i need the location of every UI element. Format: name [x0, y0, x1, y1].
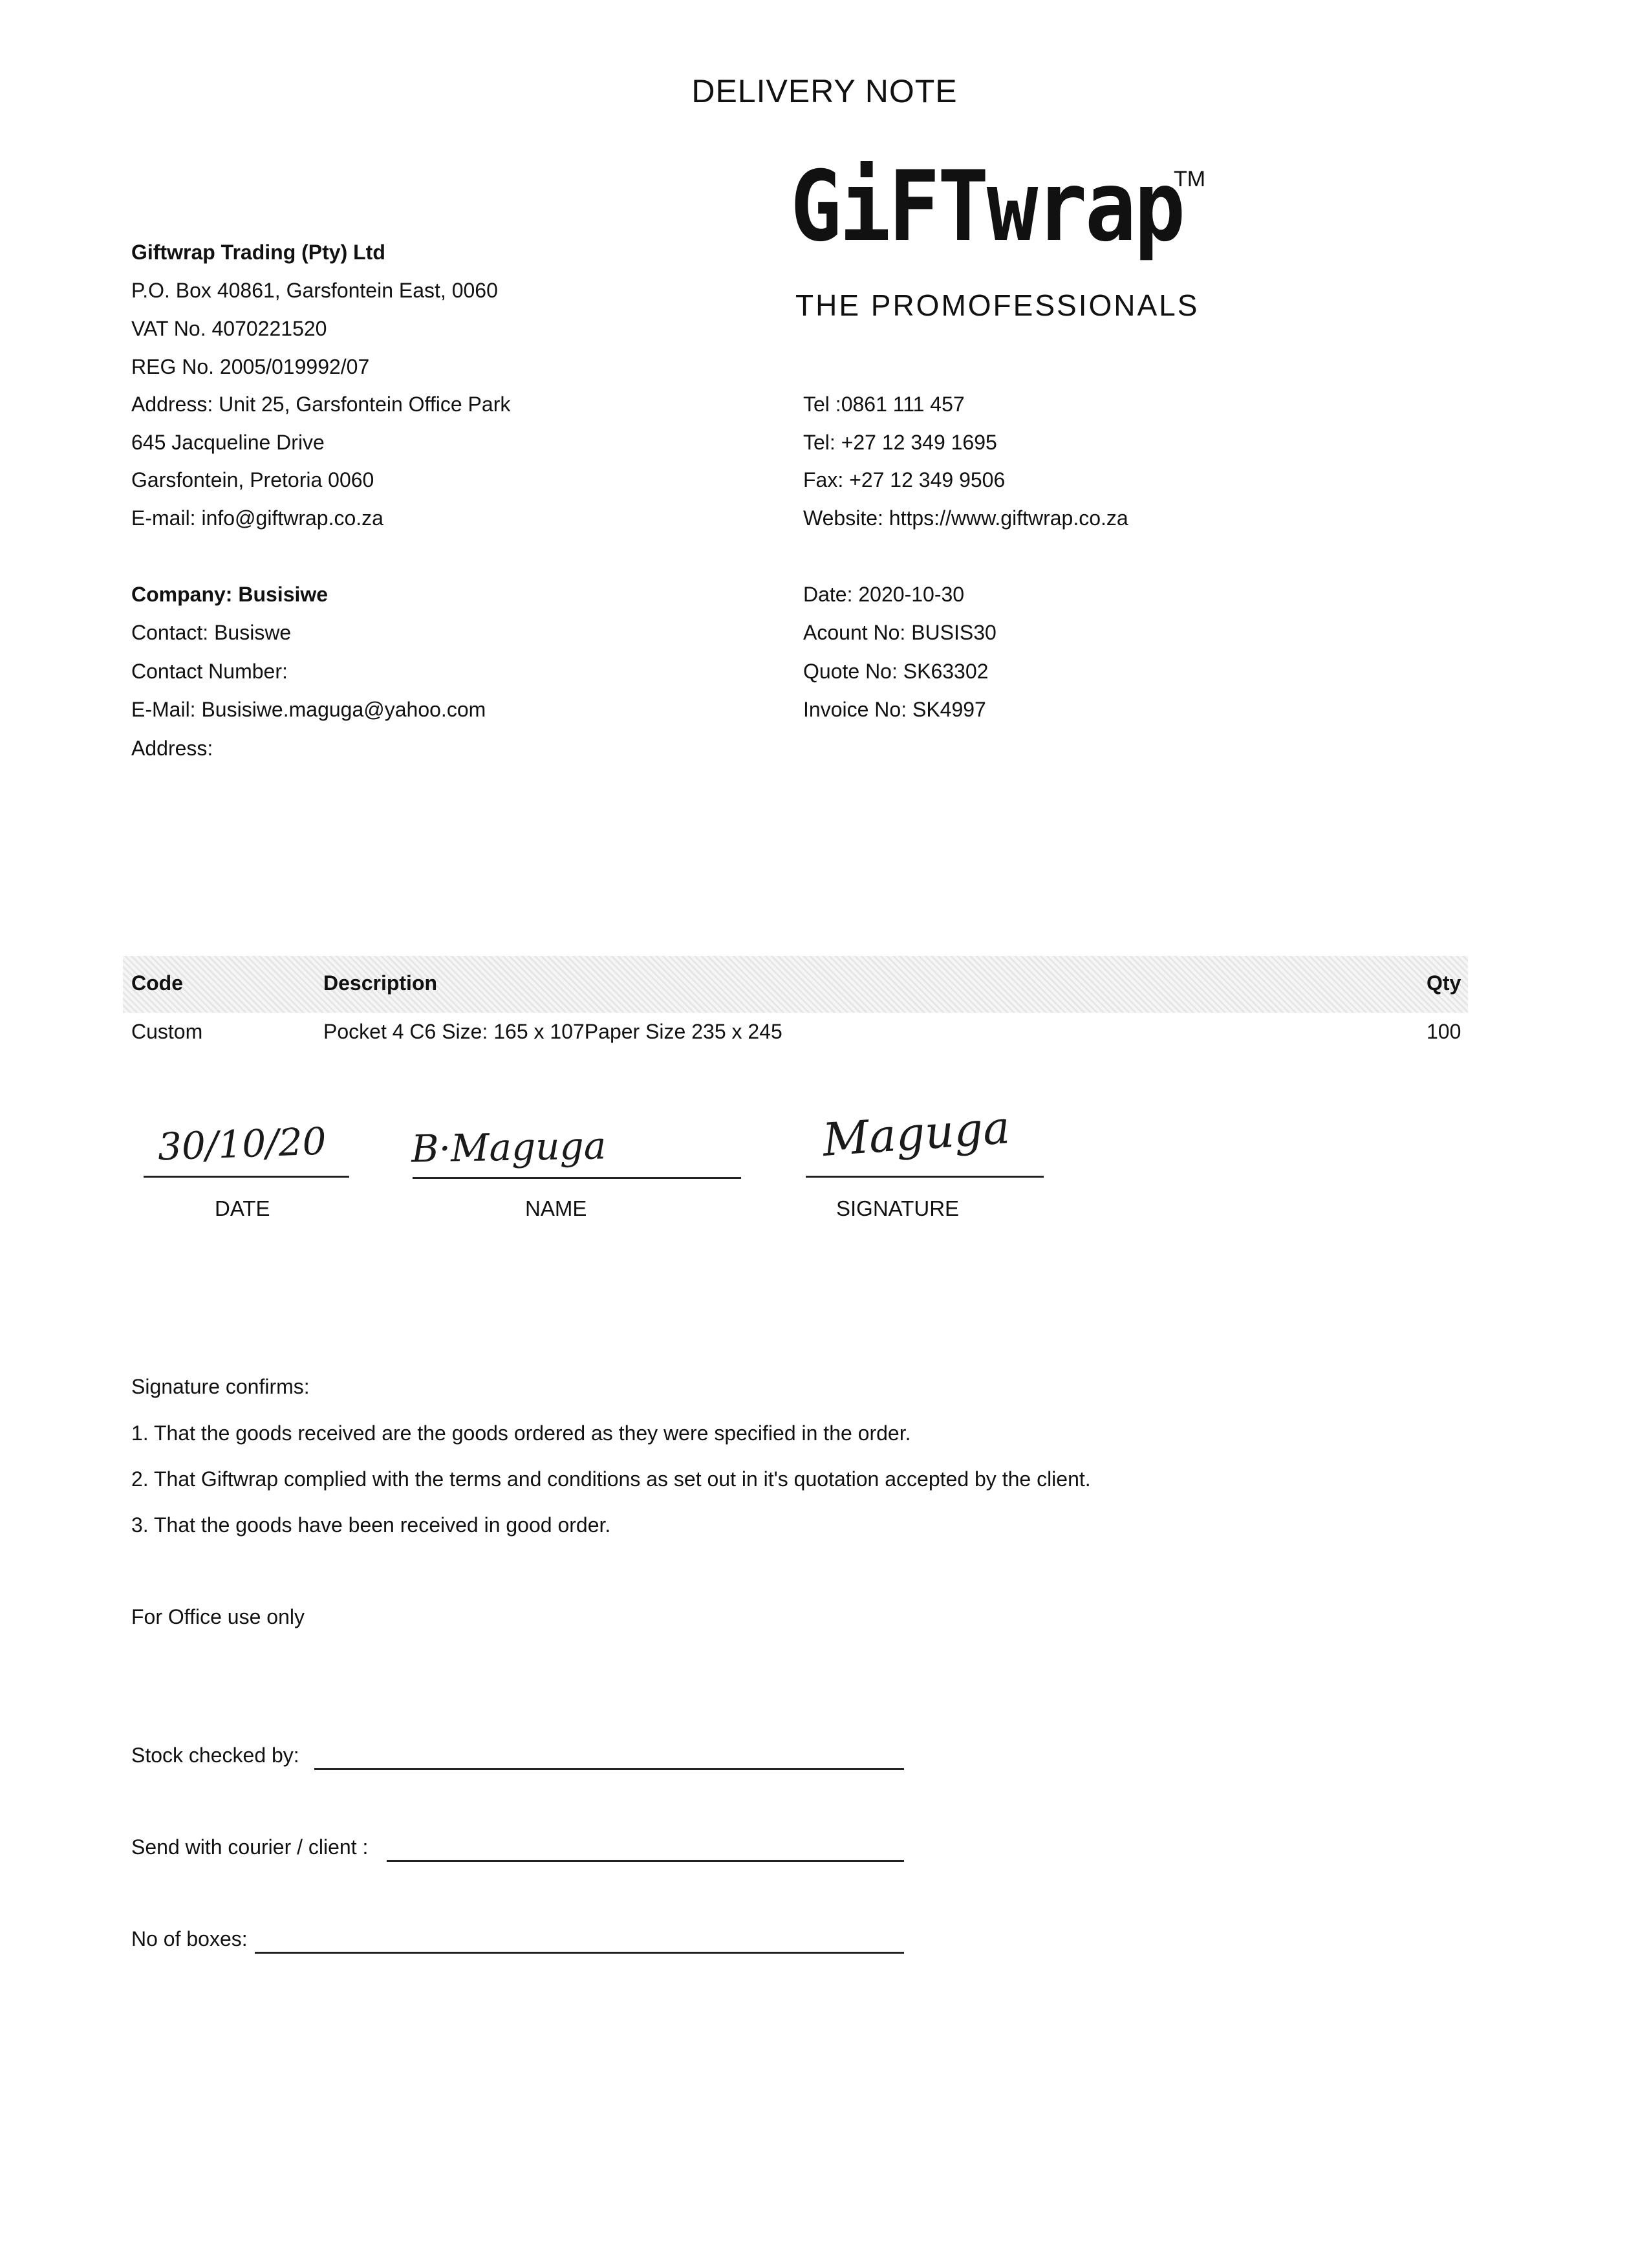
- name-line: [413, 1177, 741, 1179]
- logo-wordmark: GiFTwrap: [790, 151, 1183, 263]
- customer-email: E-Mail: Busisiwe.maguga@yahoo.com: [131, 698, 486, 721]
- contact-fax: Fax: +27 12 349 9506: [803, 468, 1006, 491]
- company-name: Giftwrap Trading (Pty) Ltd: [131, 241, 385, 264]
- contact-tel-1: Tel :0861 111 457: [803, 393, 965, 416]
- reference-date: Date: 2020-10-30: [803, 583, 965, 606]
- reference-account: Acount No: BUSIS30: [803, 621, 997, 644]
- company-email: E-mail: info@giftwrap.co.za: [131, 506, 383, 530]
- giftwrap-logo: [790, 151, 1217, 322]
- handwritten-signature: Maguga: [821, 1100, 1012, 1167]
- table-header-description: Description: [323, 971, 438, 995]
- company-vat: VAT No. 4070221520: [131, 317, 327, 340]
- terms-item-2: 2. That Giftwrap complied with the terms and conditions as set out in it's quotation accepted by the client.: [131, 1467, 1091, 1491]
- customer-contact-number: Contact Number:: [131, 660, 288, 683]
- customer-contact: Contact: Busiswe: [131, 621, 292, 644]
- company-address-line-3: Garsfontein, Pretoria 0060: [131, 468, 374, 491]
- send-with-label: Send with courier / client :: [131, 1835, 369, 1859]
- contact-tel-2: Tel: +27 12 349 1695: [803, 431, 997, 454]
- date-line: [144, 1176, 349, 1178]
- document-title: DELIVERY NOTE: [691, 73, 958, 109]
- terms-heading: Signature confirms:: [131, 1375, 310, 1398]
- table-row-qty: 100: [1427, 1020, 1461, 1043]
- signature-line: [806, 1176, 1044, 1178]
- boxes-label: No of boxes:: [131, 1927, 248, 1950]
- company-address-line-2: 645 Jacqueline Drive: [131, 431, 325, 454]
- boxes-line: [255, 1952, 904, 1954]
- customer-company: Company: Busisiwe: [131, 583, 329, 606]
- contact-website: Website: https://www.giftwrap.co.za: [803, 506, 1128, 530]
- table-row-code: Custom: [131, 1020, 203, 1043]
- name-label: NAME: [525, 1196, 587, 1220]
- table-header-code: Code: [131, 971, 183, 995]
- date-label: DATE: [215, 1196, 270, 1220]
- logo-tagline: THE PROMOFESSIONALS: [795, 288, 1200, 322]
- table-header-qty: Qty: [1427, 971, 1461, 995]
- company-po-box: P.O. Box 40861, Garsfontein East, 0060: [131, 279, 498, 302]
- table-row-description: Pocket 4 C6 Size: 165 x 107Paper Size 235 x 245: [323, 1020, 782, 1043]
- reference-quote: Quote No: SK63302: [803, 660, 989, 683]
- reference-invoice: Invoice No: SK4997: [803, 698, 986, 721]
- stock-checked-label: Stock checked by:: [131, 1744, 299, 1767]
- handwritten-name: B·Maguga: [411, 1123, 607, 1171]
- handwritten-date: 30/10/20: [156, 1119, 327, 1169]
- customer-address: Address:: [131, 737, 213, 760]
- signature-label: SIGNATURE: [836, 1196, 960, 1220]
- logo-trademark: TM: [1174, 167, 1206, 191]
- terms-item-3: 3. That the goods have been received in good order.: [131, 1513, 611, 1537]
- office-use-heading: For Office use only: [131, 1605, 305, 1628]
- terms-item-1: 1. That the goods received are the goods ordered as they were specified in the order.: [131, 1421, 911, 1445]
- company-reg: REG No. 2005/019992/07: [131, 355, 370, 378]
- stock-checked-line: [314, 1768, 904, 1770]
- company-address-line-1: Address: Unit 25, Garsfontein Office Park: [131, 393, 511, 416]
- send-with-line: [387, 1860, 904, 1862]
